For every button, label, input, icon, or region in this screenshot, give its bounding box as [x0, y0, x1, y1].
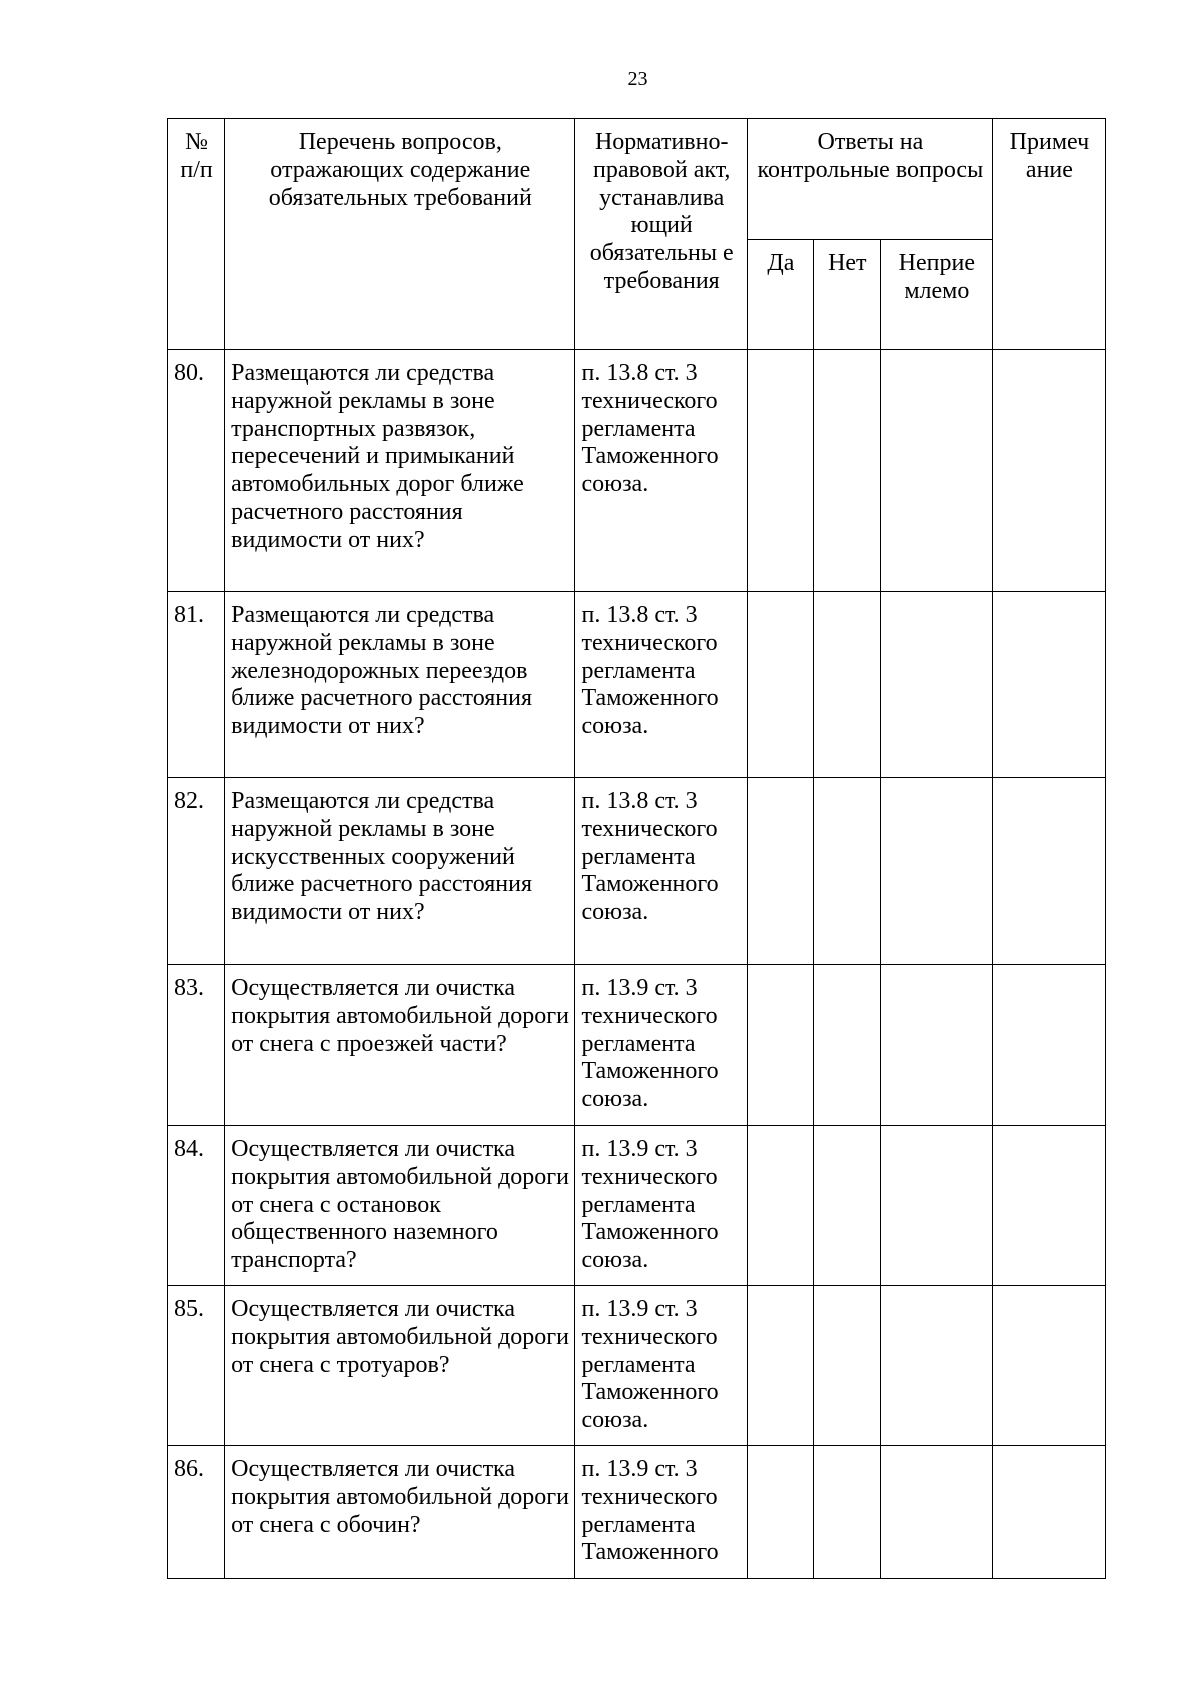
note-cell[interactable] [992, 1286, 1105, 1446]
answer-yes-cell[interactable] [747, 778, 813, 965]
header-act: Нормативно-правовой акт, устанавлива ющий обязательны е требования [575, 119, 747, 350]
answer-yes-cell[interactable] [747, 350, 813, 592]
answer-no-cell[interactable] [813, 965, 880, 1126]
answer-na-cell[interactable] [880, 1126, 992, 1286]
note-cell[interactable] [992, 778, 1105, 965]
answer-yes-cell[interactable] [747, 965, 813, 1126]
row-question: Осуществляется ли очистка покрытия автомобильной дороги от снега с проезжей части? [225, 965, 575, 1126]
row-question: Размещаются ли средства наружной рекламы в зоне искусственных сооружений ближе расчетного расстояния видимости от них? [225, 778, 575, 965]
answer-no-cell[interactable] [813, 1126, 880, 1286]
table-row [168, 1286, 1106, 1446]
answer-na-cell[interactable] [880, 592, 992, 778]
answer-no-cell[interactable] [813, 1286, 880, 1446]
row-number: 86. [168, 1446, 225, 1579]
table-row [168, 778, 1106, 965]
row-number: 85. [168, 1286, 225, 1446]
row-act: п. 13.8 ст. 3 технического регламента Таможенного союза. [575, 350, 747, 592]
header-na: Неприе млемо [880, 240, 992, 350]
header-answers: Ответы на контрольные вопросы [747, 119, 992, 240]
row-question: Размещаются ли средства наружной рекламы в зоне железнодорожных переездов ближе расчетного расстояния видимости от них? [225, 592, 575, 778]
row-act: п. 13.9 ст. 3 технического регламента Таможенного союза. [575, 1286, 747, 1446]
answer-yes-cell[interactable] [747, 592, 813, 778]
answer-na-cell[interactable] [880, 1446, 992, 1579]
table-row [168, 592, 1106, 778]
note-cell[interactable] [992, 592, 1105, 778]
row-question: Осуществляется ли очистка покрытия автомобильной дороги от снега с остановок общественного наземного транспорта? [225, 1126, 575, 1286]
note-cell[interactable] [992, 1446, 1105, 1579]
row-number: 81. [168, 592, 225, 778]
header-no: Нет [813, 240, 880, 350]
table-row [168, 1446, 1106, 1579]
page-number: 23 [627, 68, 648, 90]
header-yes: Да [747, 240, 813, 350]
answer-na-cell[interactable] [880, 350, 992, 592]
table-row [168, 350, 1106, 592]
answer-na-cell[interactable] [880, 1286, 992, 1446]
header-row [168, 119, 1106, 240]
answer-na-cell[interactable] [880, 778, 992, 965]
answer-no-cell[interactable] [813, 1446, 880, 1579]
note-cell[interactable] [992, 965, 1105, 1126]
row-act: п. 13.8 ст. 3 технического регламента Таможенного союза. [575, 778, 747, 965]
row-number: 80. [168, 350, 225, 592]
table-row [168, 1126, 1106, 1286]
row-act: п. 13.8 ст. 3 технического регламента Таможенного союза. [575, 592, 747, 778]
header-questions: Перечень вопросов, отражающих содержание обязательных требований [225, 119, 575, 350]
answer-yes-cell[interactable] [747, 1286, 813, 1446]
row-question: Осуществляется ли очистка покрытия автомобильной дороги от снега с тротуаров? [225, 1286, 575, 1446]
row-act: п. 13.9 ст. 3 технического регламента Таможенного союза. [575, 965, 747, 1126]
checklist-table [167, 118, 1106, 1579]
row-act: п. 13.9 ст. 3 технического регламента Таможенного союза. [575, 1126, 747, 1286]
table-row [168, 965, 1106, 1126]
note-cell[interactable] [992, 350, 1105, 592]
note-cell[interactable] [992, 1126, 1105, 1286]
answer-na-cell[interactable] [880, 965, 992, 1126]
row-question: Осуществляется ли очистка покрытия автомобильной дороги от снега с обочин? [225, 1446, 575, 1579]
answer-no-cell[interactable] [813, 350, 880, 592]
row-number: 84. [168, 1126, 225, 1286]
row-number: 83. [168, 965, 225, 1126]
answer-no-cell[interactable] [813, 592, 880, 778]
answer-no-cell[interactable] [813, 778, 880, 965]
row-act: п. 13.9 ст. 3 технического регламента Таможенного [575, 1446, 747, 1579]
header-num: № п/п [168, 119, 225, 350]
answer-yes-cell[interactable] [747, 1126, 813, 1286]
header-note: Примеч ание [992, 119, 1105, 350]
row-number: 82. [168, 778, 225, 965]
row-question: Размещаются ли средства наружной рекламы в зоне транспортных развязок, пересечений и примыканий автомобильных дорог ближе расчетного расстояния видимости от них? [225, 350, 575, 592]
answer-yes-cell[interactable] [747, 1446, 813, 1579]
